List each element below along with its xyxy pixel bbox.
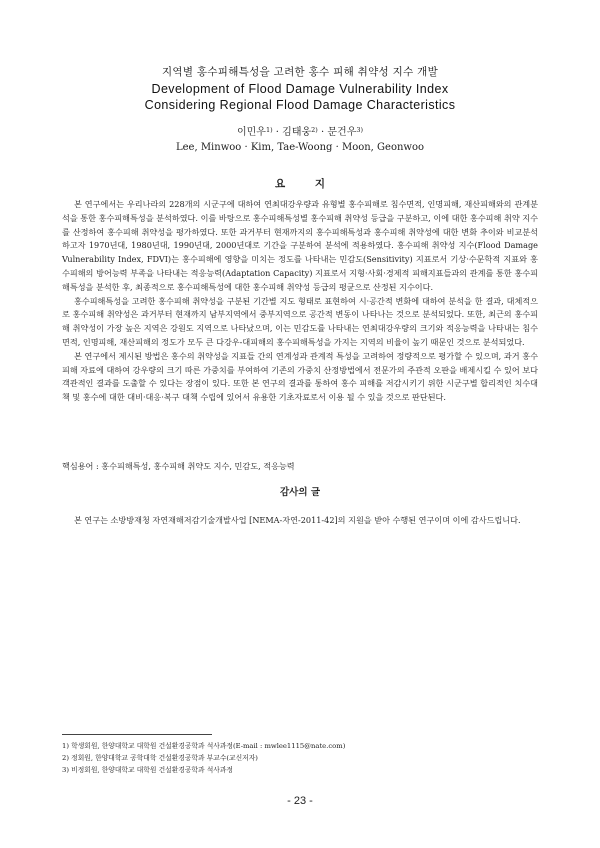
footnote-divider [62,734,212,735]
title-english-line1: Development of Flood Damage Vulnerability Index [151,82,449,96]
title-korean: 지역별 홍수피해특성을 고려한 홍수 피해 취약성 지수 개발 [161,66,439,78]
abstract-paragraph: 본 연구에서는 우리나라의 228개의 시군구에 대하여 연최대강우량과 유형별 홍수피해로 침수면적, 인명피해, 재산피해와의 관계분석을 통한 홍수피해특성을 분석하였다. 이를 바탕으로 홍수피해특성별 홍수피해 취약성 등급을 구분하고, 이에 대한 홍수피해 취약 지수를 산정하여 홍수피해 취약성을 평가하였다. 또한 과거부터 현재까지의 홍수피해특성과 홍수피해 취약성에 대한 변화 추이와 비교분석 하고자 1970년대, 1980년대, 1990년대, 2000년대로 기간을 구분하여 분석에 적용하였다. 홍수피해 취약성 지수(Flood Damage Vulnerability Index, FDVI)는 홍수피해에 영향을 미치는 정도를 나타내는 민감도(Sensitivity) 지표로서 기상·수문학적 지표와 홍수피해의 방어능력 부족을 나타내는 적응능력(Adaptation Capacity) 지표로서 지형·사회·경제적 피해지표들과의 관계를 통한 홍수피해특성을 분석한 후, 최종적으로 홍수피해특성에 대한 홍수피해 취약성 등급의 평균으로 산정된 지수이다. [62,199,538,292]
footnote-item: 2) 정회원, 한양대학교 공학대학 건설환경공학과 부교수(교신저자) [62,754,258,762]
abstract-paragraph: 본 연구에서 제시된 방법은 홍수의 취약성을 지표들 간의 연계성과 관계적 특성을 고려하여 정량적으로 평가할 수 있으며, 과거 홍수피해 자료에 대하여 강우량의 크기 따른 가중치를 부여하여 기존의 가중치 산정방법에서 전문가의 주관적 오판을 배제시킬 수 있어 보다 객관적인 결과를 도출할 수 있다는 장점이 있다. 또한 본 연구의 결과를 통하여 홍수 피해를 저감시키기 위한 시군구별 합리적인 치수대책 및 홍수에 대한 대비·대응·복구 대책 수립에 있어서 유용한 기초자료로서 이용 될 수 있을 것으로 판단된다. [62,350,538,403]
footnote-item: 3) 비정회원, 한양대학교 대학원 건설환경공학과 석사과정 [62,766,233,774]
abstract-heading: 요 지 [275,178,325,190]
acknowledgement-heading: 감사의 글 [279,487,320,498]
author-name: 문건우 [327,127,357,138]
abstract-paragraph: 홍수피해특성을 고려한 홍수피해 취약성을 구분된 기간별 지도 형태로 표현하여 시·공간적 변화에 대하여 분석을 한 결과, 대체적으로 홍수피해 취약성은 과거부터 현재까지 남부지역에서 중부지역으로 공간적 변동이 나타나는 것으로 분석되었다. 또한, 최근의 홍수피해 취약성이 가장 높은 지역은 강원도 지역으로 나타났으며, 이는 민감도를 나타내는 연최대강우량의 크기와 적응능력을 나타내는 침수면적, 인명피해, 재산피해의 정도가 모두 큰 다강우-대피해의 홍수피해특성을 가지는 지역의 비율이 높기 때문인 것으로 분석되었다. [62,295,538,347]
title-block [60,64,540,113]
author-separator: · [317,127,328,138]
footnotes [62,740,542,776]
authors-english: Lee, Minwoo · Kim, Tae-Woong · Moon, Geonwoo [175,142,425,153]
page-number: - 23 - [287,795,313,807]
author-name: 김태웅 [282,127,312,138]
title-english-line2: Considering Regional Flood Damage Characteristics [144,98,456,112]
acknowledgement-text: 본 연구는 소방방재청 자연재해저감기술개발사업 [NEMA-자연-2011-42]의 지원을 받아 수행된 연구이며 이에 감사드립니다. [74,515,521,525]
footnote-item: 1) 학생회원, 한양대학교 대학원 건설환경공학과 석사과정(E-mail : mwlee1115@nate.com) [62,742,346,750]
author-separator: · [272,127,283,138]
author-block [60,125,540,155]
abstract-body [62,198,538,405]
acknowledgement-body [62,514,538,528]
authors-korean [60,125,540,140]
author-footnote-mark: 2) [311,126,318,134]
keywords: 핵심용어 : 홍수피해특성, 홍수피해 취약도 지수, 민감도, 적응능력 [62,461,295,471]
author-footnote-mark: 3) [356,126,364,134]
author-footnote-mark: 1) [265,126,273,134]
author-name: 이민우 [236,127,266,138]
